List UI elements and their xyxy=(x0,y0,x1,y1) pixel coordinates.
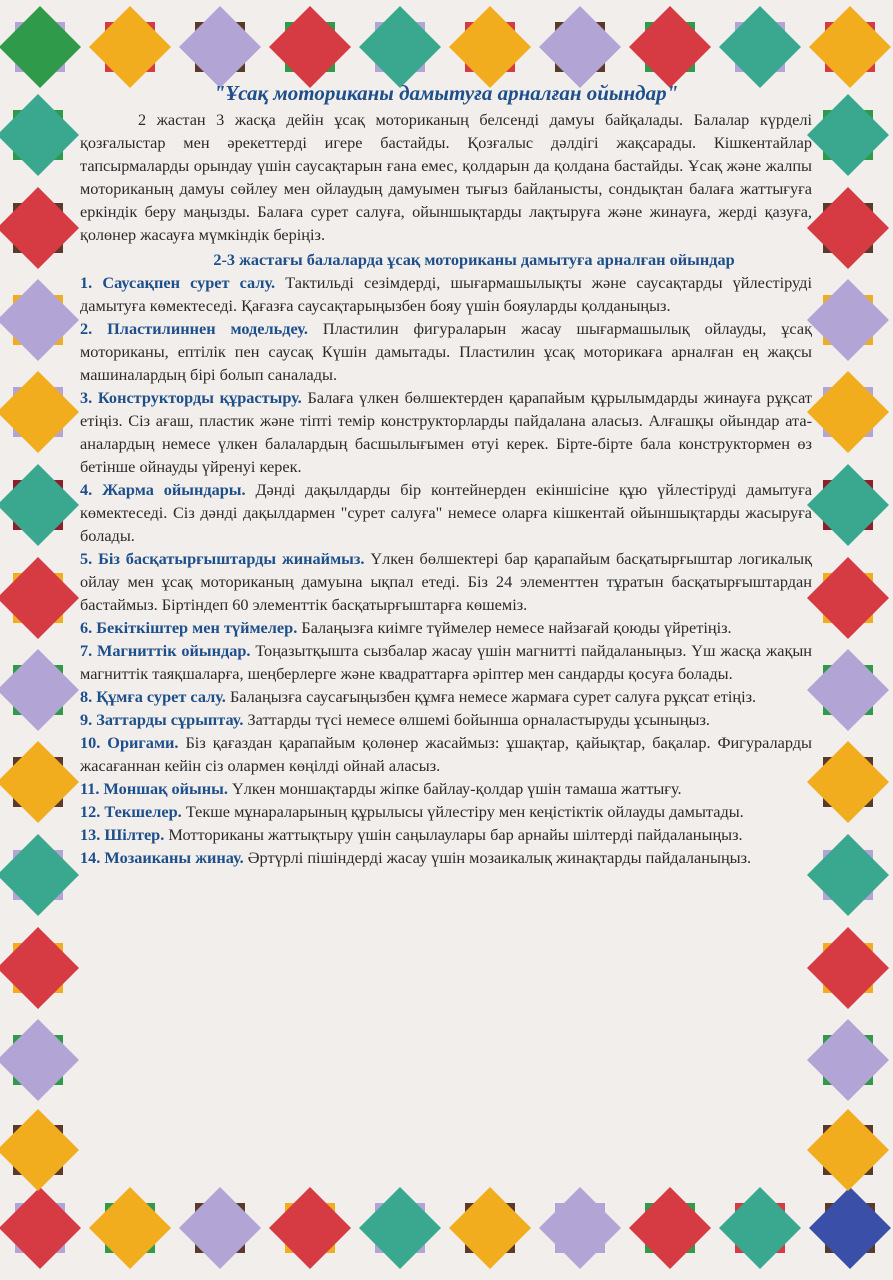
item-heading: 9. Заттарды сұрыптау. xyxy=(80,710,244,729)
item-text: Біз қағаздан қарапайым қолөнер жасаймыз: ұшақтар, қайықтар, бақалар. Фигураларды жасағаннан кейін сіз олармен көңілді ойнай аласыз. xyxy=(80,733,812,775)
list-item xyxy=(80,800,812,823)
item-text: Балаңызға саусағыңызбен құмға немесе жармаға сурет салуға рұқсат етіңіз. xyxy=(229,687,757,706)
border-tile xyxy=(809,1187,891,1269)
games-list xyxy=(80,271,812,869)
border-tile xyxy=(0,557,79,639)
border-tile xyxy=(807,371,889,453)
page-title: "Ұсақ моториканы дамытуға арналған ойындар" xyxy=(213,81,679,105)
border-tile xyxy=(807,557,889,639)
section-subtitle: 2-3 жастағы балаларда ұсақ моториканы дамытуға арналған ойындар xyxy=(213,250,735,269)
list-item xyxy=(80,731,812,777)
item-heading: 1. Саусақпен сурет салу. xyxy=(80,273,276,292)
border-tile xyxy=(807,927,889,1009)
list-item xyxy=(80,317,812,386)
list-item xyxy=(80,708,812,731)
border-tile xyxy=(807,94,889,176)
border-tile xyxy=(807,464,889,546)
list-item xyxy=(80,685,812,708)
border-tile xyxy=(0,1187,81,1269)
border-tile xyxy=(807,649,889,731)
border-tile xyxy=(629,6,711,88)
list-item xyxy=(80,823,812,846)
item-text: Мотториканы жаттықтыру үшін саңылаулары бар арнайы шілтерді пайдаланыңыз. xyxy=(168,825,743,844)
list-item xyxy=(80,846,812,869)
border-tile xyxy=(0,187,79,269)
border-tile xyxy=(269,6,351,88)
border-tile xyxy=(0,464,79,546)
border-tile xyxy=(0,279,79,361)
border-tile xyxy=(809,6,891,88)
border-tile xyxy=(0,741,79,823)
item-text: Балаға үлкен бөлшектерден қарапайым құрылымдарды жинауға рұқсат етіңіз. Сіз ағаш, пластик және тіпті темір конструкторларды пайдалана аласыз. Алғашқы ойындар ата-аналардың немесе үлкен балалардың басшылығымен өтуі керек. Бірте-бірте бала конструктормен өз бетінше ойнауды үйренуі керек. xyxy=(80,388,812,476)
item-heading: 3. Конструкторды құрастыру. xyxy=(80,388,302,407)
border-tile xyxy=(807,187,889,269)
item-heading: 11. Моншақ ойыны. xyxy=(80,779,228,798)
border-tile xyxy=(807,834,889,916)
border-tile xyxy=(807,1019,889,1101)
border-tile xyxy=(0,94,79,176)
list-item xyxy=(80,386,812,478)
list-item xyxy=(80,639,812,685)
item-text: Балаңызға киімге түймелер немесе найзағай қоюды үйретіңіз. xyxy=(301,618,732,637)
border-tile xyxy=(179,6,261,88)
border-tile xyxy=(0,649,79,731)
item-heading: 2. Пластилиннен модельдеу. xyxy=(80,319,308,338)
item-text: Дәнді дақылдарды бір контейнерден екіншісіне құю үйлестіруді дамытуға көмектеседі. Сіз дәнді дақылдармен "сурет салуға" немесе оларға кішкентай ойыншықтарды жасыруға болады. xyxy=(80,480,812,545)
item-heading: 7. Магниттік ойындар. xyxy=(80,641,251,660)
item-text: Үлкен моншақтарды жіпке байлау-қолдар үшін тамаша жаттығу. xyxy=(232,779,682,798)
border-tile xyxy=(539,6,621,88)
list-item xyxy=(80,777,812,800)
border-tile xyxy=(0,834,79,916)
list-item xyxy=(80,616,812,639)
list-item xyxy=(80,271,812,317)
item-text: Тактильді сезімдерді, шығармашылықты және саусақтарды үйлестіруді дамытуға көмектеседі. Қағазға саусақтарыңызбен бояу үшін бояуларды қолданыңыз. xyxy=(80,273,812,315)
item-heading: 14. Мозаиканы жинау. xyxy=(80,848,244,867)
item-text: Пластилин фигураларын жасау шығармашылық ойлауды, ұсақ моториканы, ептілік пен саусақ Күшін дамытады. Пластилин ұсақ моторикаға арналған ең жақсы машиналардың бірі болып саналады. xyxy=(80,319,812,384)
border-tile xyxy=(807,1109,889,1191)
list-item xyxy=(80,547,812,616)
item-heading: 8. Құмға сурет салу. xyxy=(80,687,226,706)
intro-paragraph: 2 жастан 3 жасқа дейін ұсақ моториканың белсенді дамуы байқалады. Балалар күрделі қозғалыстар мен әрекеттерді игере бастайды. Қозғалыс дәлдігі жақсарады. Кішкентайлар тапсырмаларды орындау үшін саусақтарын ғана емес, қолдарын да қолдана бастайды. Ұсақ және жалпы моториканың дамуы сөйлеу мен ойлаудың дамуымен тығыз байланысты, сондықтан балаға жаттығуға еркіндік беру маңызды. Балаға сурет салуға, ойыншықтарды лақтыруға және жинауға, жерді қазуға, қолөнер жасауға мүмкіндік беріңіз. xyxy=(80,110,812,244)
item-heading: 4. Жарма ойындары. xyxy=(80,480,246,499)
border-tile xyxy=(449,6,531,88)
item-text: Текше мұнараларының құрылысы үйлестіру мен кеңістіктік ойлауды дамытады. xyxy=(185,802,744,821)
border-tile xyxy=(807,279,889,361)
item-heading: 10. Оригами. xyxy=(80,733,179,752)
border-tile xyxy=(89,6,171,88)
item-text: Әртүрлі пішіндерді жасау үшін мозаикалық жинақтарды пайдаланыңыз. xyxy=(247,848,752,867)
item-text: Тоңазытқышта сызбалар жасау үшін магнитті пайдаланыңыз. Үш жасқа жақын магниттік таяқшаларға, шеңберлерге және квадраттарға әріптер мен сандарды қосуға болады. xyxy=(80,641,812,683)
border-tile xyxy=(359,6,441,88)
item-text: Үлкен бөлшектері бар қарапайым басқатырғыштар логикалық ойлау мен ұсақ моториканың дамуына ықпал етеді. Біз 24 элементтен тұратын басқатырғыштардан бастаймыз. Біртіндеп 60 элементтік басқатырғыштарға көшеміз. xyxy=(80,549,812,614)
item-heading: 12. Текшелер. xyxy=(80,802,182,821)
border-tile xyxy=(719,6,801,88)
border-tile xyxy=(0,371,79,453)
item-text: Заттарды түсі немесе өлшемі бойынша орналастыруды ұсыныңыз. xyxy=(247,710,710,729)
item-heading: 13. Шілтер. xyxy=(80,825,165,844)
border-tile xyxy=(0,6,81,88)
border-tile xyxy=(0,1019,79,1101)
border-tile xyxy=(0,927,79,1009)
list-item xyxy=(80,478,812,547)
border-tile xyxy=(807,741,889,823)
document-body xyxy=(80,80,812,1210)
item-heading: 6. Бекіткіштер мен түймелер. xyxy=(80,618,298,637)
border-tile xyxy=(0,1109,79,1191)
item-heading: 5. Біз басқатырғыштарды жинаймыз. xyxy=(80,549,365,568)
